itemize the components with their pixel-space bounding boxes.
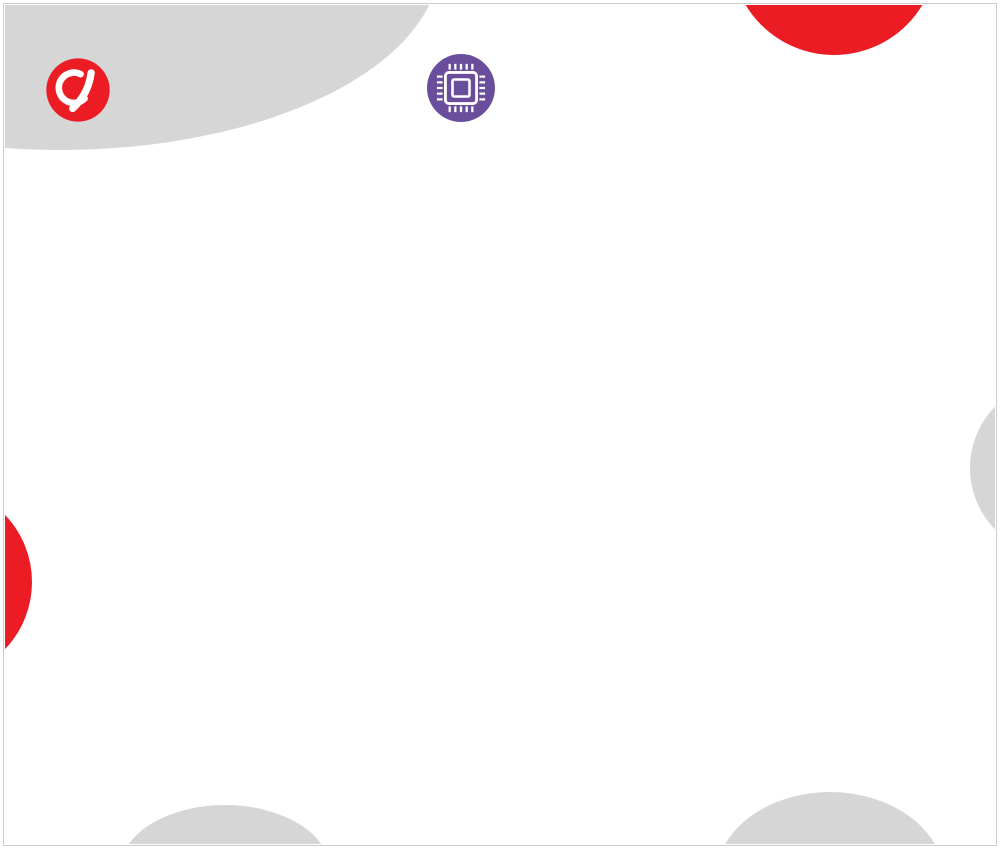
column-header-pass-score [597,144,685,192]
column-header-zaochno [507,144,597,192]
column-header-ege [685,144,990,192]
cpu-chip-icon [427,54,495,122]
university-logo-icon [45,57,111,123]
column-header-ochno [419,144,507,192]
